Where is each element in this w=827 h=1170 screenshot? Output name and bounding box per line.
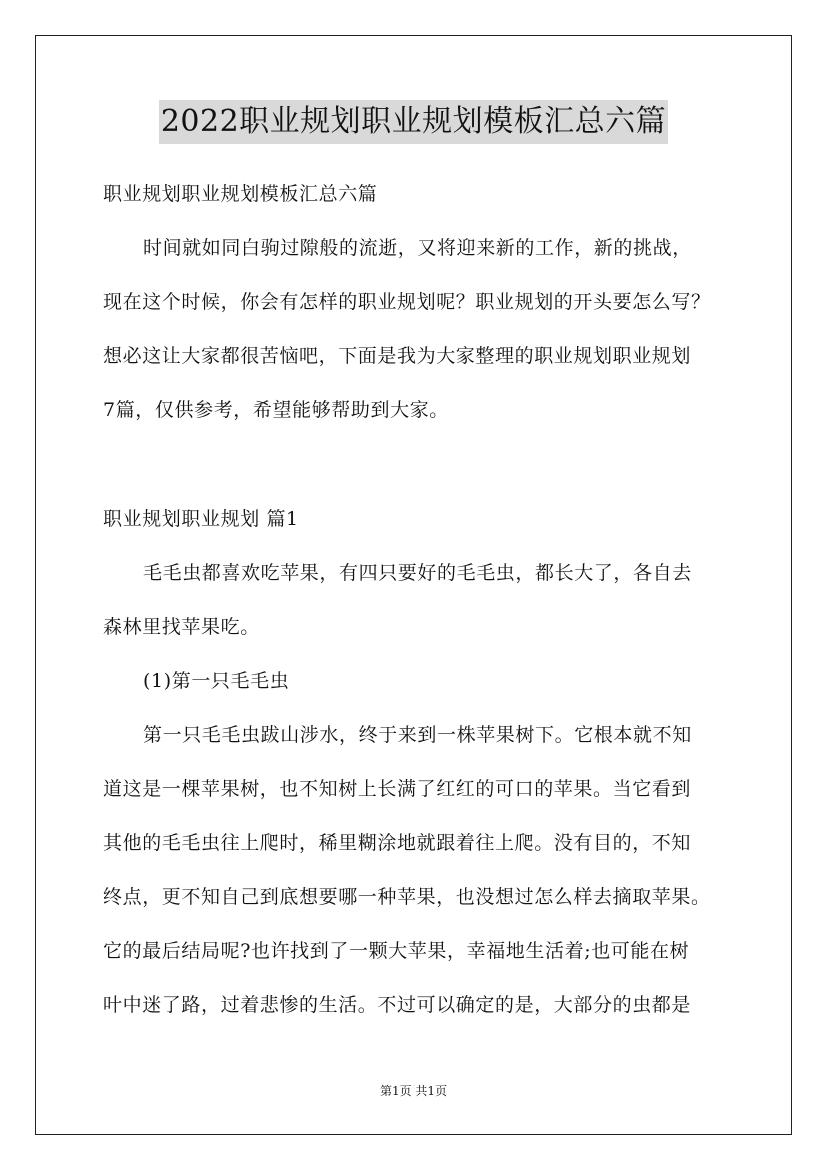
- document-title: 2022职业规划职业规划模板汇总六篇: [159, 100, 668, 144]
- body-line: 森林里找苹果吃。: [103, 616, 260, 638]
- body-line: 其他的毛毛虫往上爬时，稀里糊涂地就跟着往上爬。没有目的，不知: [103, 832, 692, 854]
- intro-line: 7篇，仅供参考，希望能够帮助到大家。: [103, 399, 449, 421]
- body-line: 叶中迷了路，过着悲惨的生活。不过可以确定的是，大部分的虫都是: [103, 994, 692, 1016]
- body-line: 道这是一棵苹果树，也不知树上长满了红红的可口的苹果。当它看到: [103, 778, 692, 800]
- body-line: 终点，更不知自己到底想要哪一种苹果，也没想过怎么样去摘取苹果。: [103, 886, 711, 908]
- section-heading: 职业规划职业规划 篇1: [103, 508, 299, 530]
- document-subtitle: 职业规划职业规划模板汇总六篇: [103, 183, 378, 205]
- intro-line: 现在这个时候，你会有怎样的职业规划呢？职业规划的开头要怎么写？: [103, 291, 711, 313]
- page-number: 第1页 共1页: [379, 1084, 448, 1098]
- body-line: 毛毛虫都喜欢吃苹果，有四只要好的毛毛虫，都长大了，各自去: [143, 562, 692, 584]
- subheading: (1)第一只毛毛虫: [143, 670, 290, 692]
- title-container: [0, 100, 827, 144]
- body-line: 第一只毛毛虫跋山涉水，终于来到一株苹果树下。它根本就不知: [143, 724, 692, 746]
- intro-line: 时间就如同白驹过隙般的流逝，又将迎来新的工作，新的挑战，: [143, 237, 692, 259]
- body-line: 它的最后结局呢?也许找到了一颗大苹果，幸福地生活着;也可能在树: [103, 940, 690, 962]
- intro-line: 想必这让大家都很苦恼吧，下面是我为大家整理的职业规划职业规划: [103, 345, 692, 367]
